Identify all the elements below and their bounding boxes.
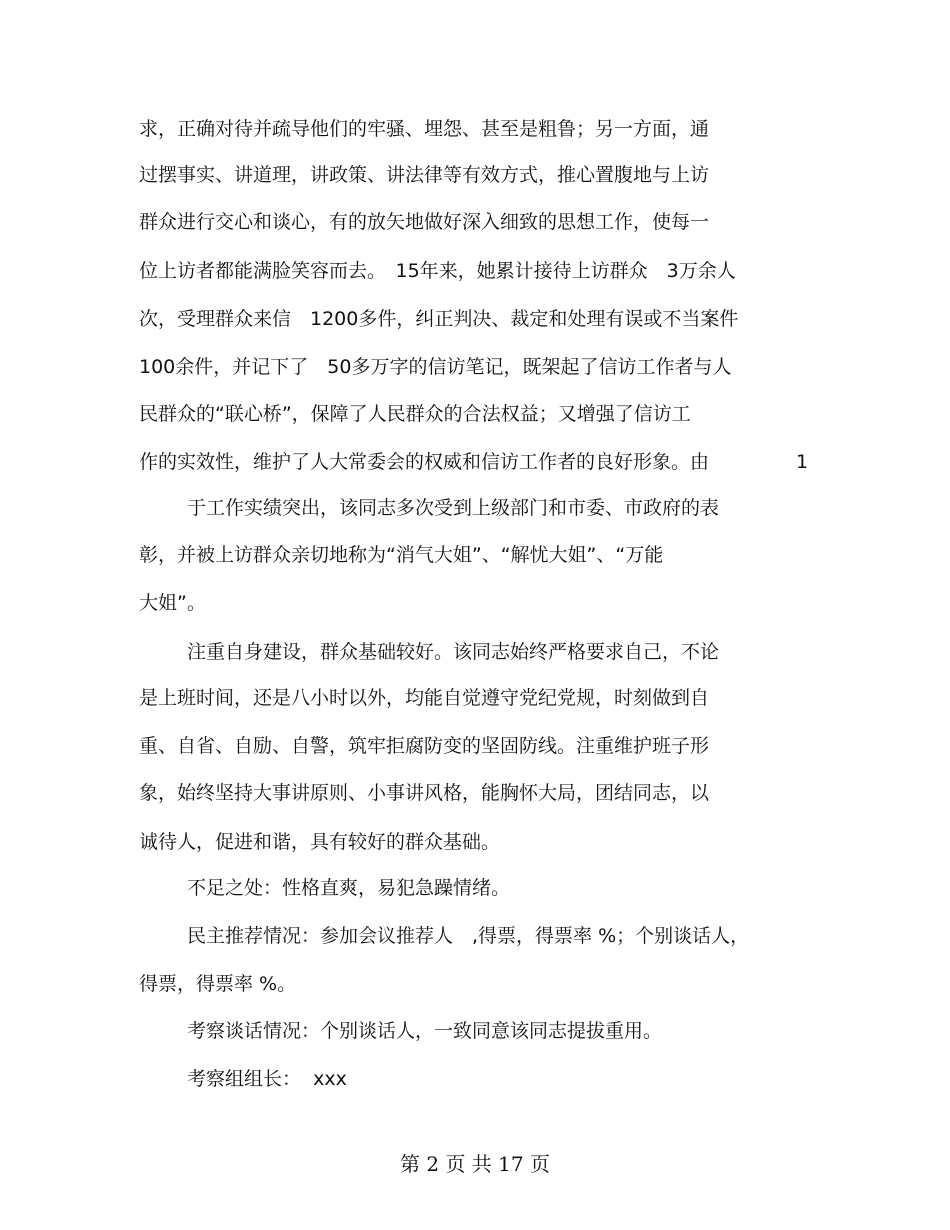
text-line: 考察组组长： xxx [187, 1068, 347, 1090]
text-line: 群众进行交心和谈心，有的放矢地做好深入细致的思想工作，使每一 [139, 211, 710, 233]
text-line: 象，始终坚持大事讲原则、小事讲风格，能胸怀大局，团结同志，以 [139, 782, 710, 804]
text-line: 大姐”。 [139, 592, 206, 614]
text-line: 民主推荐情况：参加会议推荐人 ,得票，得票率 %；个别谈话人， [187, 925, 750, 947]
page-footer: 第 2 页 共 17 页 [400, 1152, 550, 1176]
text-line: 是上班时间，还是八小时以外，均能自觉遵守党纪党规，时刻做到自 [139, 687, 710, 709]
text-line: 100余件，并记下了 50多万字的信访笔记，既架起了信访工作者与人 [139, 356, 732, 378]
text-line: 作的实效性，维护了人大常委会的权威和信访工作者的良好形象。由 [139, 451, 710, 473]
text-line: 位上访者都能满脸笑容而去。 15年来，她累计接待上访群众 3万余人 [139, 260, 736, 282]
text-line: 彰，并被上访群众亲切地称为“消气大姐”、“解忧大姐”、“万能 [139, 544, 664, 566]
text-line: 得票，得票率 %。 [139, 973, 297, 995]
text-line: 考察谈话情况：个别谈话人，一致同意该同志提拔重用。 [187, 1020, 663, 1042]
text-line: 民群众的“联心桥”，保障了人民群众的合法权益；又增强了信访工 [139, 403, 691, 425]
text-line: 不足之处：性格直爽，易犯急躁情绪。 [187, 877, 511, 899]
margin-number: 1 [796, 451, 809, 473]
text-line: 过摆事实、讲道理，讲政策、讲法律等有效方式，推心置腹地与上访 [139, 164, 710, 186]
text-line: 求，正确对待并疏导他们的牢骚、埋怨、甚至是粗鲁；另一方面，通 [139, 118, 710, 140]
text-line: 重、自省、自励、自警，筑牢拒腐防变的坚固防线。注重维护班子形 [139, 735, 710, 757]
text-line: 次，受理群众来信 1200多件，纠正判决、裁定和处理有误或不当案件 [139, 308, 739, 330]
text-line: 诚待人，促进和谐，具有较好的群众基础。 [139, 831, 501, 853]
text-line: 于工作实绩突出，该同志多次受到上级部门和市委、市政府的表 [187, 497, 720, 519]
text-line: 注重自身建设，群众基础较好。该同志始终严格要求自己，不论 [187, 641, 720, 663]
